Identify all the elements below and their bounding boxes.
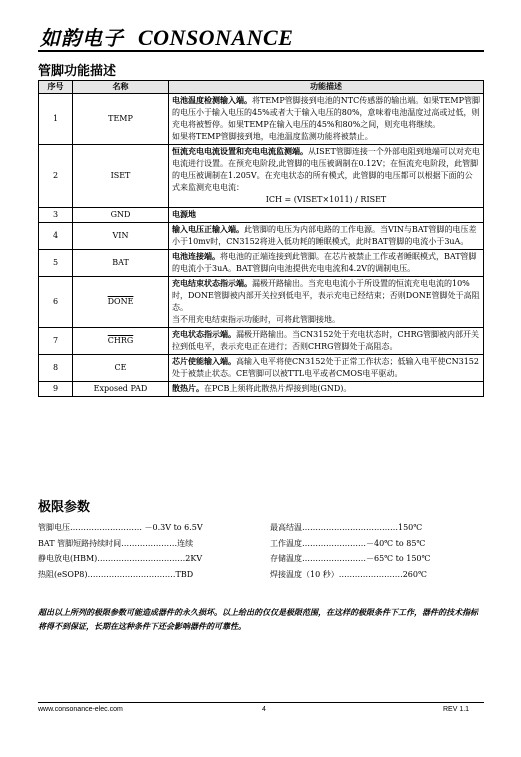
limits-section-title: 极限参数 bbox=[38, 500, 91, 515]
pin-name: CHRG bbox=[73, 328, 169, 355]
pin-function-title: 散热片。 bbox=[172, 384, 204, 393]
table-row bbox=[39, 145, 484, 208]
pin-name: DONE bbox=[73, 277, 169, 328]
table-row bbox=[39, 94, 484, 145]
pin-description-text: 从ISET管脚连接一个外部电阻到地端可以对充电电流进行设置。在预充电阶段,此管脚的电压被调制在0.12V；在恒流充电阶段，此管脚的电压被调制在1.205V。在充电状态的所有模式，此管脚的电压都可以根据下面的公式来监测充电电流： bbox=[172, 147, 480, 192]
pin-description-text: 漏极开路输出。当充电电流小于所设置的恒流充电电流的10%时，DONE管脚被内部开关拉到低电平，表示充电已经结束；否则DONE管脚处于高阻态。 bbox=[172, 279, 480, 312]
pin-description-text: 当不用充电结束指示功能时，可将此管脚接地。 bbox=[172, 315, 340, 324]
brand-cn: 如韵电子 bbox=[40, 26, 124, 50]
footer-page-number: 4 bbox=[262, 706, 266, 713]
table-row bbox=[39, 382, 484, 397]
limit-item: BAT 管脚短路持续时间…………………连续 bbox=[38, 538, 194, 548]
pin-name: VIN bbox=[73, 223, 169, 250]
header-rule bbox=[38, 50, 484, 52]
pin-description-text: 漏极开路输出。当CN3152处于充电状态时，CHRG管脚被内部开关拉到低电平，表示充电正在进行；否则CHRG管脚处于高阻态。 bbox=[172, 330, 479, 351]
pin-name: CE bbox=[73, 355, 169, 382]
pin-function-title: 电源地 bbox=[172, 210, 196, 219]
pin-description-text: 此管脚的电压为内部电路的工作电源。当VIN与BAT管脚的电压差小于10mv时，CN3152将进入低功耗的睡眠模式，此时BAT管脚的电流小于3uA。 bbox=[172, 225, 477, 246]
pin-table bbox=[38, 80, 484, 397]
table-row bbox=[39, 355, 484, 382]
pin-name: BAT bbox=[73, 250, 169, 277]
pin-description bbox=[169, 328, 484, 355]
table-row bbox=[39, 223, 484, 250]
table-row bbox=[39, 328, 484, 355]
pin-number: 4 bbox=[39, 223, 73, 250]
pin-function-title: 恒流充电电流设置和充电电流监测端。 bbox=[172, 147, 308, 156]
pin-number: 5 bbox=[39, 250, 73, 277]
table-row bbox=[39, 277, 484, 328]
pin-function-title: 充电状态指示端。 bbox=[172, 330, 236, 339]
footer-revision: REV 1.1 bbox=[443, 706, 470, 713]
col-header: 序号 bbox=[39, 81, 73, 94]
pin-function-title: 输入电压正输入端。 bbox=[172, 225, 244, 234]
limits-left-column bbox=[38, 520, 248, 582]
pin-section-title: 管脚功能描述 bbox=[38, 64, 117, 79]
pin-description-text: 将电池的正端连接到此管脚。在芯片被禁止工作或者睡眠模式，BAT管脚的电流小于3uA。BAT管脚向电池提供充电电流和4.2V的调制电压。 bbox=[172, 252, 477, 273]
col-header: 名称 bbox=[73, 81, 169, 94]
limit-item: 热阻(eSOP8)……………………………TBD bbox=[38, 569, 194, 579]
pin-number: 8 bbox=[39, 355, 73, 382]
pin-function-title: 充电结束状态指示端。 bbox=[172, 279, 252, 288]
pin-number: 2 bbox=[39, 145, 73, 208]
limit-item: 静电放电(HBM)……………………………2KV bbox=[38, 554, 203, 563]
table-row bbox=[39, 250, 484, 277]
pin-description bbox=[169, 208, 484, 223]
pin-name: TEMP bbox=[73, 94, 169, 145]
limits-note: 超出以上所列的极限参数可能造成器件的永久损坏。以上给出的仅仅是极限范围，在这样的极限条件下工作，器件的技术指标将得不到保证，长期在这种条件下还会影响器件的可靠性。 bbox=[38, 607, 478, 631]
pin-description bbox=[169, 382, 484, 397]
pin-description bbox=[169, 250, 484, 277]
col-header: 功能描述 bbox=[169, 81, 484, 94]
pin-name: GND bbox=[73, 208, 169, 223]
pin-description bbox=[169, 223, 484, 250]
pin-number: 6 bbox=[39, 277, 73, 328]
pin-description bbox=[169, 145, 484, 208]
pin-name: ISET bbox=[73, 145, 169, 208]
limit-item: 焊接温度（10 秒）……………………260℃ bbox=[270, 569, 427, 579]
pin-number: 1 bbox=[39, 94, 73, 145]
footer-rule bbox=[38, 702, 484, 703]
pin-description-text: 高输入电平将使CN3152处于正常工作状态；低输入电平使CN3152处于被禁止状态。CE管脚可以被TTL电平或者CMOS电平驱动。 bbox=[172, 357, 479, 378]
pin-function-title: 电池温度检测输入端。 bbox=[172, 96, 252, 105]
pin-description bbox=[169, 355, 484, 382]
pin-number: 9 bbox=[39, 382, 73, 397]
charge-current-formula: ICH = (VISET×1011) / RISET bbox=[265, 195, 387, 204]
brand-header bbox=[40, 22, 293, 51]
pin-function-title: 芯片使能输入端。 bbox=[172, 357, 236, 366]
pin-table-body bbox=[39, 94, 484, 397]
pin-description-text: 在PCB上须将此散热片焊接到地(GND)。 bbox=[204, 384, 352, 393]
brand-en: CONSONANCE bbox=[138, 25, 294, 50]
pin-description bbox=[169, 94, 484, 145]
pin-number: 7 bbox=[39, 328, 73, 355]
limit-item: 最高结温………………………………150℃ bbox=[270, 523, 423, 532]
pin-description-text: 将TEMP管脚接到电池的NTC传感器的输出端。如果TEMP管脚的电压小于输入电压的45%或者大于输入电压的80%，意味着电池温度过高或过低，则充电将被暂停。如果TEMP在输入电压的45%和80%之间，则充电将继续。 bbox=[172, 96, 480, 129]
limit-item: 工作温度……………………－40℃ to 85℃ bbox=[270, 538, 426, 548]
pin-description-text: 如果将TEMP管脚接到地，电池温度监测功能将被禁止。 bbox=[172, 132, 373, 141]
footer-url[interactable]: www.consonance-elec.com bbox=[38, 706, 123, 713]
table-row bbox=[39, 208, 484, 223]
limit-item: 管脚电压……………………… －0.3V to 6.5V bbox=[38, 523, 203, 532]
pin-function-title: 电池连接端。 bbox=[172, 252, 220, 261]
table-header-row bbox=[39, 81, 484, 94]
pin-number: 3 bbox=[39, 208, 73, 223]
pin-description bbox=[169, 277, 484, 328]
pin-name: Exposed PAD bbox=[73, 382, 169, 397]
limit-item: 存储温度……………………－65℃ to 150℃ bbox=[270, 554, 431, 563]
limits-right-column bbox=[270, 520, 484, 582]
